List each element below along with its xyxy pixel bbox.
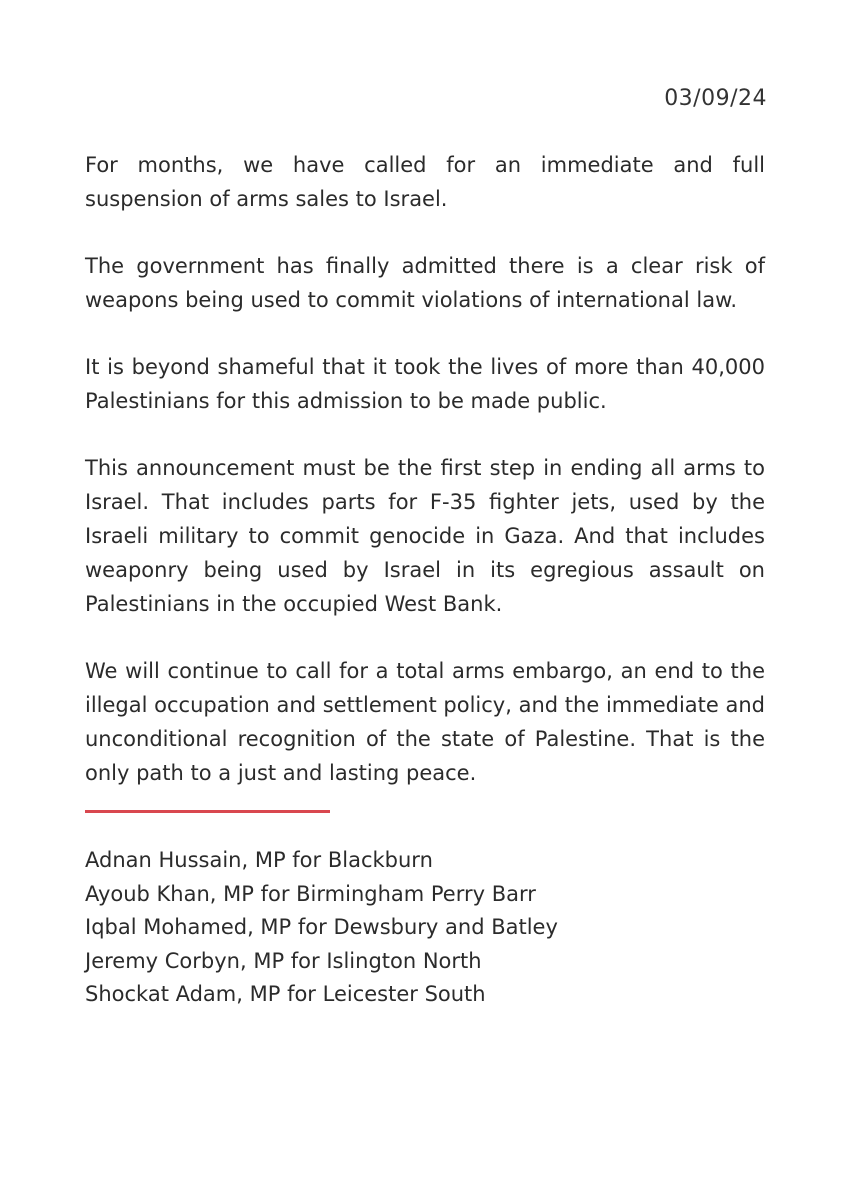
paragraph: This announcement must be the first step in ending all arms to Israel. That includes parts for F-35 fighter jets, used by the Israeli military to commit genocide in Gaza. And that includes weaponry being used by Israel in its egregious assault on Palestinians in the occupied West Bank. [85, 456, 765, 616]
signatory-list [85, 844, 765, 1012]
signatory: Ayoub Khan, MP for Birmingham Perry Barr [85, 881, 536, 906]
statement-body [85, 148, 765, 823]
paragraph: The government has finally admitted there is a clear risk of weapons being used to commit violations of international law. [85, 254, 765, 312]
signatory: Adnan Hussain, MP for Blackburn [85, 848, 433, 872]
paragraph: We will continue to call for a total arms embargo, an end to the illegal occupation and settlement policy, and the immediate and unconditional recognition of the state of Palestine. That is the only path to a just and lasting peace. [85, 659, 765, 785]
paragraph: It is beyond shameful that it took the lives of more than 40,000 Palestinians for this admission to be made public. [85, 355, 765, 413]
statement-date: 03/09/24 [664, 86, 767, 111]
paragraph: For months, we have called for an immediate and full suspension of arms sales to Israel. [85, 153, 765, 211]
signatory: Iqbal Mohamed, MP for Dewsbury and Batley [85, 915, 558, 939]
signatory: Jeremy Corbyn, MP for Islington North [85, 948, 482, 973]
signatory: Shockat Adam, MP for Leicester South [85, 982, 486, 1006]
red-divider [85, 810, 330, 813]
